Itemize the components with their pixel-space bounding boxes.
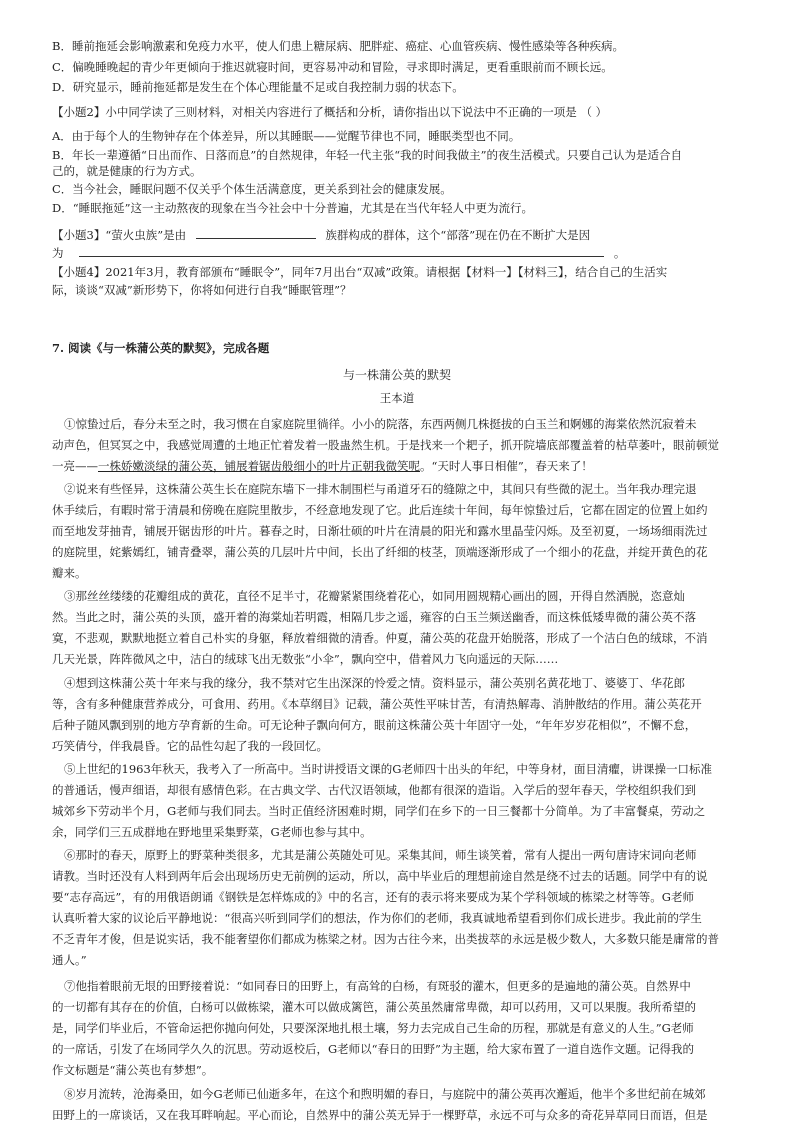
paragraph-1: ①惊蛰过后，春分未至之时，我习惯在自家庭院里徜徉。小小的院落，东西两侧几株挺拔的白玉兰和婀娜的海棠依然沉寂着未 动声色，但冥冥之中，我感觉周遭的土地正忙着发着一股蛊然生机。于是找来一个耙子，抓开院墙底部覆盖着的枯草萎叶，眼前顿觉 一亮——一株娇嫩淡绿的蒲公英，铺展着锯齿般细小的叶片正朝我微笑呢。“天时人事日相催”，春天来了！ — [52, 417, 719, 473]
paragraph-5: ⑤上世纪的1963年秋天，我考入了一所高中。当时讲授语文课的G老师四十出头的年纪，中等身材，面目清癯，讲课操一口标准 的普通话，慢声细语，却很有感情色彩。在古典文学、古代汉语领域，他都有很深的造诣。入学后的翌年春天，学校组织我们到 城郊乡下劳动半个月，G老师与我们同去。当时正值经济困难时期，同学们在乡下的一日三餐都十分简单。为了丰富餐桌，劳动之 余，同学们三五成群地在野地里采集野菜，G老师也参与其中。 — [52, 762, 712, 839]
paragraph-6: ⑥那时的春天，原野上的野菜种类很多，尤其是蒲公英随处可见。采集其间，师生谈笑着，常有人提出一两句唐诗宋词向老师 请教。当时还没有人料到两年后会出现场历史无前例的运动，所以，高中毕业后的理想前途自然是绕不过去的话题。同学中有的说 要“志存高远”，有的用俄语朗诵《钢铁是怎样炼成的》中的名言，还有的表示将来要成为某个学科领域的栋梁之材等等。G老师 认真听着大家的议论后平静地说：“很高兴听到同学们的想法，作为你们的老师，我真诚地希望看到你们成长进步。我此前的学生 不乏青年才俊，但是说实话，我不能奢望你们都成为栋梁之材。因为古往今来，出类拔萃的永远是极少数人，大多数只能是庸常的普 通人。” — [52, 848, 719, 967]
q2-option-a: A．由于每个人的生物钟存在个体差异，所以其睡眠——觉醒节律也不同，睡眠类型也不同。 — [52, 129, 521, 143]
q3-line2 — [52, 244, 752, 262]
paragraph-2: ②说来有些怪异，这株蒲公英生长在庭院东墙下一排木制围栏与甬道牙石的缝隙之中，其间只有些微的泥土。当年我办理完退 休手续后，有暇时常于清晨和傍晚在庭院里散步，不经意地发现了它。此后连续十年间，每年惊蛰过后，它都在固定的位置上如约 而至地发芽抽青，铺展开锯齿形的叶片。暮春之时，日渐壮硕的叶片在清晨的阳光和露水里晶莹闪烁。及至初夏，一场场细雨洗过 的庭院里，姹紫嫣红，铺青叠翠，蒲公英的几层叶片中间，长出了纤细的枝茎，顶端逐渐形成了一个细小的花盘，并绽开黄色的花 瓣来。 — [52, 482, 708, 580]
q2-stem: 【小题2】小中同学读了三则材料，对相关内容进行了概括和分析，请你指出以下说法中不正确的一项是 （ ） — [52, 105, 608, 119]
option-d-line: D．研究显示，睡前拖延都是发生在个体心理能量不足或自我控制力弱的状态下。 — [52, 80, 464, 94]
q2-option-c: C．当今社会，睡眠问题不仅关乎个体生活满意度，更关系到社会的健康发展。 — [52, 182, 452, 196]
q3-blank-1[interactable] — [196, 226, 316, 239]
q3-text-part2: 族群构成的群体，这个“部落”现在仍在不断扩大是因 — [325, 228, 591, 242]
q3-blank-2[interactable] — [79, 244, 604, 257]
q3-text-part3: 为 — [52, 246, 64, 260]
paragraph-8: ⑧岁月流转，沧海桑田，如今G老师已仙逝多年，在这个和煦明媚的春日，与庭院中的蒲公英再次邂逅，他半个多世纪前在城郊 田野上的一席谈话，又在我耳畔响起。平心而论，自然界中的蒲公英无异于一棵野草，永远不可与众多的奇花异草同日而语，但是 — [52, 1087, 708, 1122]
option-b-line: B．睡前拖延会影响激素和免疫力水平，使人们患上糖尿病、肥胖症、癌症、心血管疾病、慢性感染等各种疾病。 — [52, 39, 624, 53]
underlined-sentence: 一株娇嫩淡绿的蒲公英，铺展着锯齿般细小的叶片正朝我微笑呢 — [98, 459, 420, 473]
article-author: 王本道 — [379, 391, 415, 405]
q2-option-d: D．“睡眠拖延”这一主动熬夜的现象在当今社会中十分普遍，尤其是在当代年轻人中更为流行。 — [52, 201, 533, 215]
paragraph-4: ④想到这株蒲公英十年来与我的缘分，我不禁对它生出深深的怜爱之情。资料显示，蒲公英别名黄花地丁、婆婆丁、华花郎 等，含有多种健康营养成分，可食用、药用。《本草纲目》记载，蒲公英性平味甘苦，有清热解毒、消肿散结的作用。蒲公英花开 后种子随风飘到别的地方孕育新的生命。可无论种子飘向何方，眼前这株蒲公英十年固守一处，“年年岁岁花相似”，不懈不怠， 巧笑倩兮，伴我晨昏。它的品性勾起了我的一段回忆。 — [52, 676, 702, 753]
q3-text-part4: 。 — [613, 246, 626, 260]
q2-option-b-line2: 己的，就是健康的行为方式。 — [52, 164, 202, 178]
q3-text-part1: 【小题3】“萤火虫族”是由 — [52, 228, 187, 242]
paragraph-3: ③那丝丝缕缕的花瓣组成的黄花，直径不足半寸，花瓣紧紧围绕着花心，如同用圆规精心画出的圆，开得自然洒脱，恣意灿 然。当此之时，蒲公英的头顶，盛开着的海棠灿若明霞，相隔几步之遥，雍容的白玉兰频送幽香，而这株低矮卑微的蒲公英不落 寞，不悲观，默默地挺立着自己朴实的身躯，释放着细微的清香。仲夏，蒲公英的花盘开始脱落，形成了一个洁白色的绒球，不消 几天光景，阵阵微风之中，洁白的绒球飞出无数张“小伞”，飘向空中，借着风力飞向遥远的天际…… — [52, 589, 708, 666]
q4-line1: 【小题4】2021年3月，教育部颁布“睡眠令”，同年7月出台“双减”政策。请根据【材料一】【材料三】，结合自己的生活实 — [52, 265, 668, 279]
article-title: 与一株蒲公英的默契 — [342, 368, 451, 382]
section-7-title: 7. 阅读《与一株蒲公英的默契》，完成各题 — [52, 341, 270, 355]
q2-option-b-line1: B．年长一辈遵循“日出而作、日落而息”的自然规律，年轻一代主张“我的时间我做主”的夜生活模式。只要自己认为是适合自 — [52, 148, 682, 162]
q4-line2: 际，谈谈“双减”新形势下，你将如何进行自我“睡眠管理”？ — [52, 283, 352, 297]
q3-line1 — [52, 226, 752, 244]
paragraph-7: ⑦他指着眼前无垠的田野接着说：“如同春日的田野上，有高耸的白杨，有斑驳的灌木，但更多的是遍地的蒲公英。自然界中 的一切都有其存在的价值，白杨可以做栋梁，灌木可以做成篱笆，蒲公英虽然庸常卑微，却可以药用，又可以果腹。我所希望的 是，同学们毕业后，不管命运把你抛向何处，只要深深地扎根土壤，努力去完成自己生命的历程，那就是有意义的人生。”G老师 的一席话，引发了在场同学久久的沉思。劳动返校后，G老师以“春日的田野”为主题，给大家布置了一道自选作文题。记得我的 作文标题是“蒲公英也有梦想”。 — [52, 979, 696, 1077]
option-c-line: C．偏晚睡晚起的青少年更倾向于推迟就寝时间，更容易冲动和冒险，寻求即时满足，更看重眼前而不顾长远。 — [52, 60, 613, 74]
